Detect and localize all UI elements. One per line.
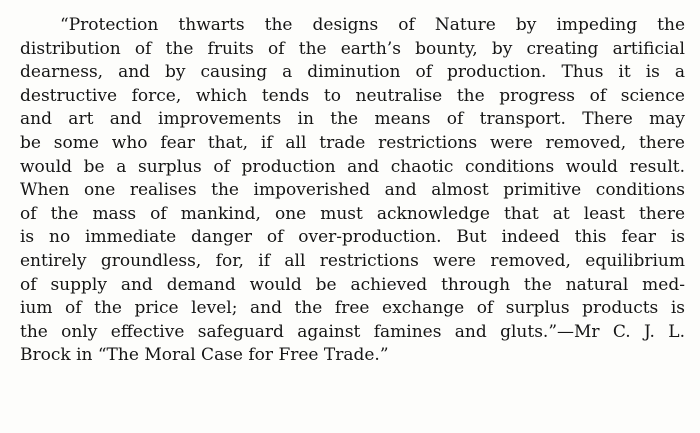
text-line: of supply and demand would be achieved through the natural med- [20,274,685,295]
text-line: would be a surplus of production and chaotic conditions would result. [20,156,685,177]
text-line: and art and improvements in the means of transport. There may [20,109,685,130]
text-line: be some who fear that, if all trade restrictions were removed, there [20,132,685,153]
text-line: is no immediate danger of over-production. But indeed this fear is [20,227,685,248]
text-line: dearness, and by causing a diminution of production. Thus it is a [20,62,685,83]
text-line: entirely groundless, for, if all restrictions were removed, equilibrium [20,250,685,271]
text-line: of the mass of mankind, one must acknowledge that at least there [20,203,685,224]
text-line: distribution of the fruits of the earth’s bounty, by creating artificial [20,38,685,59]
attribution-line: Brock in “The Moral Case for Free Trade.” [20,345,389,366]
text-line: the only effective safeguard against famines and gluts.”—Mr C. J. L. [20,321,685,342]
text-line: destructive force, which tends to neutralise the progress of science [20,85,685,106]
text-line: “Protection thwarts the designs of Nature by impeding the [60,15,685,35]
text-line: ium of the price level; and the free exchange of surplus products is [20,298,685,319]
quotation-paragraph [20,14,685,368]
text-line: When one realises the impoverished and almost primitive conditions [20,180,685,201]
